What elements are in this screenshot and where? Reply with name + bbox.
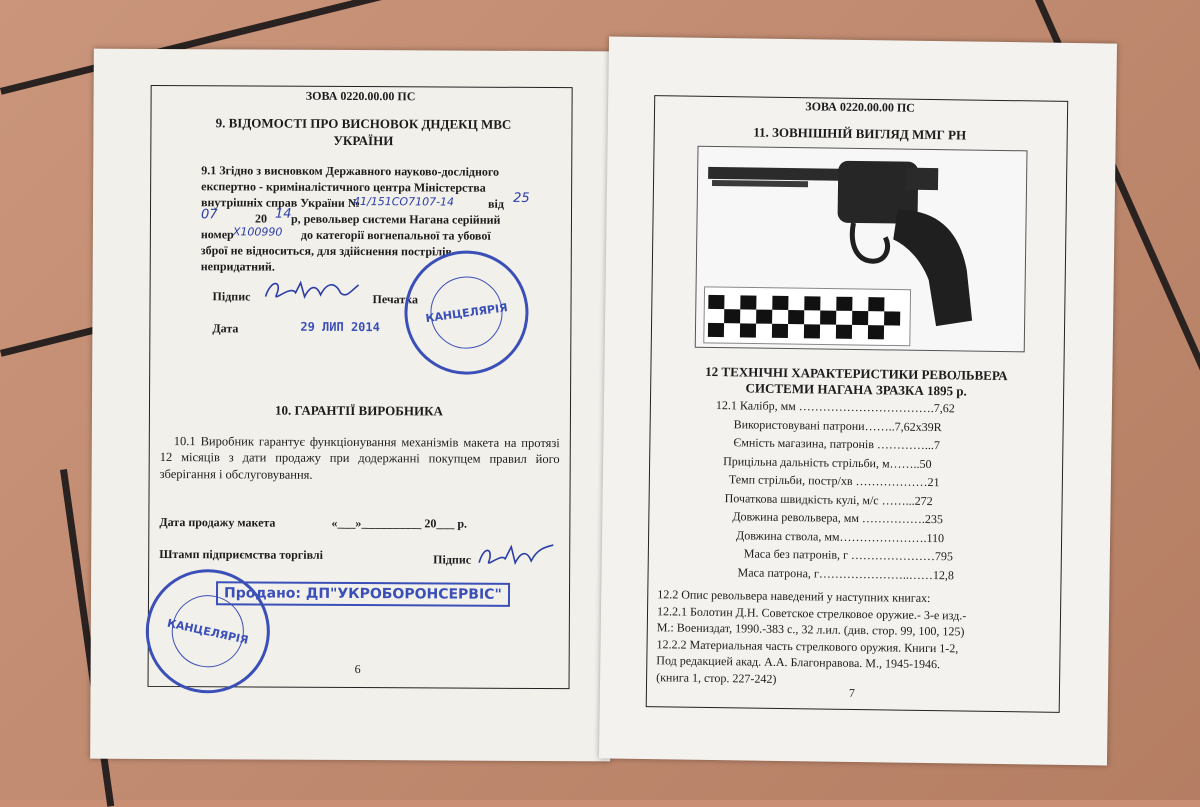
book-reference-line: 12.2 Опис револьвера наведений у наступних книгах: [657, 587, 931, 606]
page-number: 6 [354, 662, 361, 677]
signature-label: Підпис [212, 289, 251, 304]
sale-date-blank: «___»__________ 20___ р. [331, 515, 468, 531]
spec-row: Маса без патронів, г …………………795 [743, 546, 954, 564]
book-reference-line: М.: Воениздат, 1990.-383 с., 32 л.ил. (див. стор. 99, 100, 125) [656, 620, 965, 639]
seal-label: Печатка [372, 292, 419, 307]
spec-row: Використовувані патрони……..7,62х39R [733, 416, 942, 434]
document-header: ЗОВА 0220.00.00 ПС [805, 99, 915, 115]
spec-row: Початкова швидкість кулі, м/с ……...272 [724, 490, 933, 508]
page-number: 7 [848, 685, 856, 700]
signature-scribble [261, 275, 361, 306]
sale-date-label: Дата продажу макета [159, 514, 276, 530]
section-9-line-6: зброї не відноситься, для здійснення пострілів [200, 243, 452, 259]
right-page [599, 36, 1117, 765]
sold-stamp: Продано: ДП"УКРОБОРОНСЕРВІС" [216, 581, 510, 607]
section-9-line-3: внутрішніх справ України № [201, 195, 360, 211]
section-9-line-2: експертно - криміналістичного центра Міністерства [201, 179, 486, 195]
section-9-title: 9. ВІДОМОСТІ ПРО ВИСНОВОК ДНДЕКЦ МВС УКРАЇНИ [215, 115, 512, 149]
book-reference-line: (книга 1, стор. 227-242) [656, 669, 777, 686]
spec-row: Ємність магазина, патронів …………...7 [733, 435, 941, 453]
left-page [90, 49, 614, 762]
date-stamp: 29 ЛИП 2014 [300, 319, 380, 335]
section-12-title-line-1: 12 ТЕХНІЧНІ ХАРАКТЕРИСТИКИ РЕВОЛЬВЕРА [705, 363, 1008, 384]
spec-row: Довжина револьвера, мм …………….235 [732, 509, 944, 527]
spec-row: Темп стрільби, постр/хв ………………21 [728, 472, 940, 490]
year-prefix: 20 [254, 211, 268, 226]
handwritten-serial-number: Х100990 [232, 225, 283, 239]
spec-row: Довжина ствола, мм………………….110 [736, 527, 945, 545]
section-9-line-5: до категорії вогнепальної та убової [300, 227, 491, 243]
book-reference-line: 12.2.1 Болотин Д.Н. Советское стрелковое оружие.- 3-е изд.- [656, 603, 967, 623]
section-10-text: 10.1 Виробник гарантує функціонування механізмів макета на протязі 12 місяців з дати продажу при додержанні покупцем правил його зберігання і обслуговування. [159, 434, 560, 482]
section-9-line-4: р, револьвер системи Нагана серійний [290, 211, 501, 227]
handwritten-year: 14 [274, 206, 292, 222]
handwritten-conclusion-number: 41/151СО7107-14 [353, 195, 455, 209]
office-stamp-text: КАНЦЕЛЯРІЯ [424, 300, 509, 325]
section-12-title-line-2: СИСТЕМИ НАГАНА ЗРАЗКА 1895 р. [745, 380, 967, 399]
number-label: номер [200, 227, 234, 242]
shop-stamp-text: КАНЦЕЛЯРІЯ [166, 616, 250, 647]
section-9-line-1: 9.1 Згідно з висновком Державного науково-дослідного [201, 163, 500, 179]
document-header: ЗОВА 0220.00.00 ПС [305, 88, 416, 104]
spec-row: Прицільна дальність стрільби, м……..50 [723, 453, 932, 471]
revolver-icon [696, 147, 1027, 352]
revolver-photo [695, 146, 1028, 353]
date-label: Дата [212, 321, 239, 336]
book-reference-line: Под редакцией акад. А.А. Благонравова. М., 1945-1946. [656, 653, 941, 672]
book-reference-line: 12.2.2 Материальная часть стрелкового оружия. Книги 1-2, [656, 636, 959, 655]
section-11-title: 11. ЗОВНІШНІЙ ВИГЛЯД ММГ РН [753, 124, 967, 143]
shop-signature-label: Підпис [433, 552, 472, 567]
spec-row: Маса патрона, г…………………..……12,8 [737, 564, 954, 582]
from-label: від [488, 196, 504, 211]
shop-signature-scribble [475, 541, 555, 571]
section-9-line-7: непридатний. [200, 259, 275, 274]
shop-stamp-label: Штамп підприємства торгівлі [159, 546, 324, 562]
handwritten-month: 07 [200, 207, 218, 223]
section-10-title: 10. ГАРАНТІЇ ВИРОБНИКА [274, 402, 443, 419]
handwritten-day: 25 [513, 190, 530, 206]
spec-row: 12.1 Калібр, мм …………………………….7,62 [715, 398, 955, 416]
